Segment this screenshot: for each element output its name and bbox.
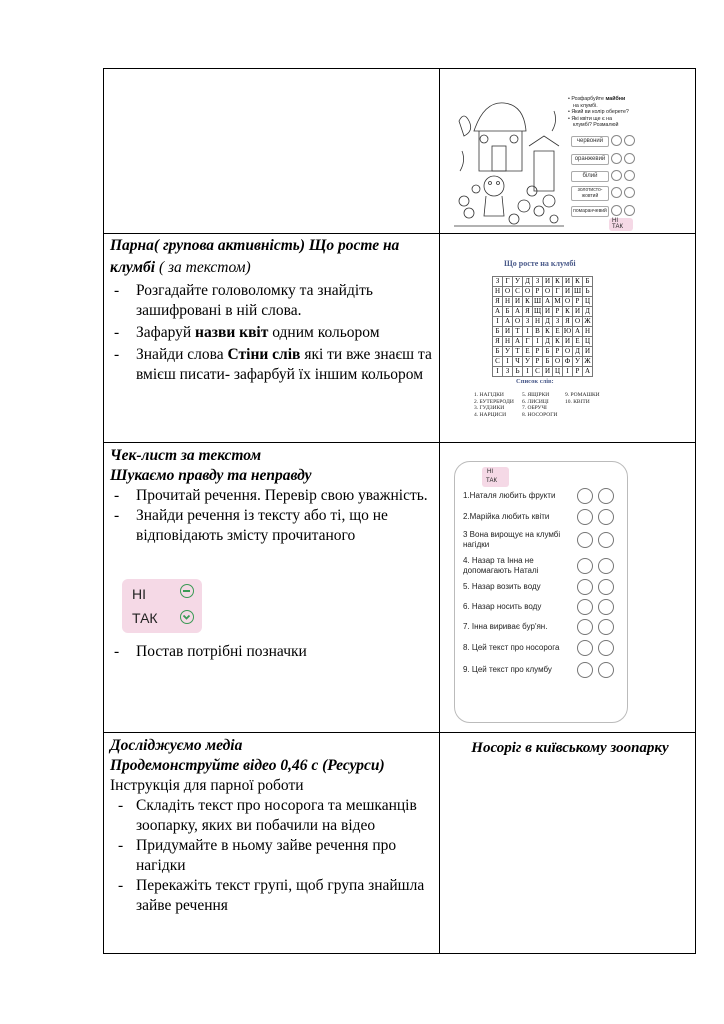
grid-cell[interactable]: І (523, 327, 533, 337)
grid-cell[interactable]: К (543, 327, 553, 337)
grid-cell[interactable]: Б (543, 347, 553, 357)
grid-cell[interactable]: Д (523, 277, 533, 287)
grid-cell[interactable]: Б (493, 327, 503, 337)
grid-cell[interactable]: Ч (513, 357, 523, 367)
grid-cell[interactable]: Д (583, 307, 593, 317)
checklist-statement: 1.Наталя любить фрукти (463, 491, 556, 500)
grid-cell[interactable]: У (503, 347, 513, 357)
grid-cell[interactable]: Р (533, 287, 543, 297)
word-list-col: 9. РОМАШКИ 10. КВІТИ (565, 392, 600, 405)
grid-cell[interactable]: С (533, 367, 543, 377)
grid-cell[interactable]: Р (573, 297, 583, 307)
mini-legend: НІ ТАК (609, 218, 633, 231)
grid-cell[interactable]: Г (553, 287, 563, 297)
grid-cell[interactable]: З (553, 317, 563, 327)
color-label: червоний (571, 136, 609, 147)
media-title: Досліджуємо медіа (110, 737, 243, 754)
checklist-statement: 6. Назар носить воду (463, 602, 542, 611)
grid-cell[interactable]: И (513, 297, 523, 307)
grid-cell[interactable]: Н (493, 287, 503, 297)
grid-cell[interactable]: К (563, 307, 573, 317)
grid-row (493, 337, 593, 347)
grid-cell[interactable]: Я (523, 307, 533, 317)
grid-cell[interactable]: Ь (513, 367, 523, 377)
grid-cell[interactable]: А (513, 307, 523, 317)
column-divider (439, 69, 440, 953)
grid-cell[interactable]: Г (523, 337, 533, 347)
word-list-title: Список слів: (516, 378, 554, 385)
grid-cell[interactable]: З (533, 277, 543, 287)
grid-cell[interactable]: І (533, 337, 543, 347)
grid-cell[interactable]: Я (563, 317, 573, 327)
grid-cell[interactable]: Ю (563, 327, 572, 335)
checklist-statement: 7. Інна вириває бур'ян. (463, 622, 548, 631)
grid-cell[interactable]: Е (573, 337, 583, 347)
checklist-card (454, 461, 628, 723)
grid-cell[interactable]: І (503, 357, 513, 367)
grid-cell[interactable]: І (493, 317, 503, 327)
grid-cell[interactable]: И (503, 327, 513, 337)
instruction-item: - Складіть текст про носорога та мешканців зоопарку, яких ви побачили на відео (110, 796, 432, 836)
grid-cell[interactable]: Е (553, 327, 563, 337)
grid-cell[interactable]: О (553, 357, 563, 367)
grid-cell[interactable]: Н (533, 317, 543, 327)
grid-cell[interactable]: Е (523, 347, 533, 357)
media-cell (110, 736, 432, 916)
checklist-statement: 9. Цей текст про клумбу (463, 665, 552, 674)
checklist-statement: 3 Вона вирощує на клумбі нагідки (463, 530, 561, 549)
media-subtitle: Продемонструйте відео 0,46 с (Ресурси) (110, 757, 385, 774)
instruction-item: - Придумайте в ньому зайве речення про нагідки (110, 836, 432, 876)
word-search-grid (492, 276, 593, 377)
answer-circle[interactable] (598, 488, 614, 504)
grid-cell[interactable]: Щ (533, 307, 542, 315)
checkmark-icon (180, 610, 194, 624)
mini-legend: НІ ТАК (482, 467, 509, 487)
grid-cell[interactable]: И (583, 347, 593, 357)
grid-cell[interactable]: О (503, 287, 513, 297)
checklist-statement: 2.Марійка любить квіти (463, 512, 550, 521)
grid-row (493, 297, 593, 307)
grid-cell[interactable]: М (554, 297, 561, 305)
grid-cell[interactable]: З (523, 317, 533, 327)
color-label: помаранчевий (571, 206, 609, 217)
grid-cell[interactable]: А (513, 337, 523, 347)
puzzle-title: Що росте на клумбі (504, 259, 576, 268)
instruction-item: - Розгадайте головоломку та знайдіть зашифровані в ній слова. (110, 281, 432, 321)
color-label: білий (571, 171, 609, 182)
coloring-page-image (454, 91, 639, 231)
grid-cell[interactable]: У (573, 357, 583, 367)
answer-circle[interactable] (577, 488, 593, 504)
answer-circle[interactable] (624, 187, 635, 198)
answer-circle[interactable] (598, 532, 614, 548)
color-label: золотисто-жовтий (571, 186, 609, 201)
grid-cell[interactable]: Н (583, 327, 593, 337)
grid-cell[interactable]: О (563, 297, 573, 307)
answer-circle[interactable] (577, 640, 593, 656)
grid-row (493, 317, 593, 327)
minus-icon (180, 584, 194, 598)
grid-cell[interactable]: Р (573, 367, 583, 377)
grid-row (493, 357, 593, 367)
grid-cell[interactable]: Д (543, 337, 553, 347)
grid-cell[interactable]: О (563, 347, 573, 357)
grid-cell[interactable]: И (573, 307, 583, 317)
coloring-instructions: • Розфарбуйте майбни на клумбі. • Який ви колір оберете? • Які квіти ще є на клумбі? Розмалюй (568, 96, 629, 128)
grid-cell[interactable]: Б (503, 307, 513, 317)
grid-cell[interactable]: С (513, 287, 523, 297)
grid-cell[interactable]: Р (533, 347, 543, 357)
grid-cell[interactable]: И (563, 287, 573, 297)
grid-cell[interactable]: Ф (563, 357, 573, 367)
answer-circle[interactable] (577, 662, 593, 678)
answer-circle[interactable] (577, 579, 593, 595)
answer-circle[interactable] (598, 619, 614, 635)
instruction-heading: Інструкція для парної роботи (110, 777, 304, 794)
flower-garden-drawing (454, 91, 564, 231)
grid-row (493, 307, 593, 317)
grid-cell[interactable]: Р (553, 307, 563, 317)
grid-cell[interactable]: А (493, 307, 503, 317)
grid-cell[interactable]: Ш (533, 297, 542, 305)
answer-circle[interactable] (598, 640, 614, 656)
grid-cell[interactable]: И (543, 277, 553, 287)
pair-activity-cell (110, 235, 432, 385)
grid-cell[interactable]: І (523, 367, 533, 377)
answer-circle[interactable] (598, 509, 614, 525)
grid-cell[interactable]: Ж (584, 317, 591, 325)
grid-cell[interactable]: Н (503, 297, 513, 307)
grid-cell[interactable]: О (513, 317, 523, 327)
instruction-item: - Знайди слова Стіни слів які ти вже знаєш та вмієш писати- зафарбуй їх іншим кольором (110, 345, 432, 385)
grid-cell[interactable]: И (563, 337, 573, 347)
answer-circle[interactable] (577, 619, 593, 635)
checklist-statement: 5. Назар возить воду (463, 582, 541, 591)
word-list-col: 5. ЯЩІРКИ 6. ЛИСИЦІ 7. ОБРУЧІ 8. НОСОРОГИ (522, 392, 558, 418)
yes-no-legend (122, 579, 202, 633)
answer-circle[interactable] (624, 135, 635, 146)
answer-circle[interactable] (624, 153, 635, 164)
grid-cell[interactable]: Ц (583, 297, 593, 307)
answer-circle[interactable] (611, 135, 622, 146)
grid-cell[interactable]: Я (493, 297, 503, 307)
grid-cell[interactable]: Ц (553, 367, 563, 377)
instruction-item: - Перекажіть текст групі, щоб група знайшла зайве речення (110, 876, 432, 916)
answer-circle[interactable] (611, 205, 622, 216)
answer-circle[interactable] (577, 599, 593, 615)
grid-cell[interactable]: З (493, 277, 503, 287)
lesson-table (103, 68, 696, 954)
grid-cell[interactable]: И (543, 367, 553, 377)
answer-circle[interactable] (611, 153, 622, 164)
answer-circle[interactable] (598, 579, 614, 595)
rhino-video-title: Носоріг в київському зоопарку (471, 740, 669, 756)
grid-cell[interactable]: Ь (583, 287, 593, 297)
grid-cell[interactable]: З (503, 367, 513, 377)
grid-cell[interactable]: Ш (573, 287, 582, 295)
grid-cell[interactable]: І (563, 367, 573, 377)
grid-cell[interactable]: Б (493, 347, 503, 357)
grid-cell[interactable]: О (573, 317, 583, 327)
grid-cell[interactable]: О (543, 287, 553, 297)
answer-circle[interactable] (598, 662, 614, 678)
grid-cell[interactable]: Н (503, 337, 513, 347)
grid-cell[interactable]: І (493, 367, 503, 377)
checklist-statement: 8. Цей текст про носорога (463, 643, 560, 652)
grid-cell[interactable]: Б (543, 357, 553, 367)
pair-activity-title: Парна( групова активність) Що росте на клумбі ( за текстом) (110, 237, 400, 276)
color-label: оранжевий (571, 154, 609, 165)
answer-circle[interactable] (598, 599, 614, 615)
instruction-item: - Зафаруй назви квіт одним кольором (110, 323, 432, 343)
grid-cell[interactable]: К (523, 297, 533, 307)
checklist-subtitle: Шукаємо правду та неправду (110, 467, 312, 484)
grid-cell[interactable]: Я (493, 337, 503, 347)
grid-cell[interactable]: А (503, 317, 513, 327)
grid-row (493, 277, 593, 287)
grid-cell[interactable]: И (563, 277, 573, 287)
grid-cell[interactable]: Р (553, 347, 563, 357)
row-divider (104, 732, 695, 733)
row-divider (104, 233, 695, 234)
checklist-title: Чек-лист за текстом (110, 447, 262, 464)
grid-row (493, 367, 593, 377)
grid-cell[interactable]: И (543, 307, 553, 317)
grid-cell[interactable]: Ц (583, 337, 593, 347)
grid-cell[interactable]: О (523, 287, 533, 297)
grid-cell[interactable]: К (573, 277, 583, 287)
legend-yes: ТАК (132, 610, 158, 626)
answer-circle[interactable] (577, 532, 593, 548)
word-list-col: 1. НАГІДКИ 2. БУТЕРБРОДИ 3. ГУДЗИКИ 4. НАРЦИСИ (474, 392, 514, 418)
grid-cell[interactable]: У (513, 277, 523, 287)
answer-circle[interactable] (598, 558, 614, 574)
instruction-item: - Прочитай речення. Перевір свою уважність. (110, 486, 432, 506)
grid-cell[interactable]: С (493, 357, 503, 367)
grid-cell[interactable]: В (533, 327, 543, 337)
grid-cell[interactable]: У (523, 357, 533, 367)
grid-cell[interactable]: К (553, 277, 563, 287)
grid-row (493, 287, 593, 297)
grid-cell[interactable]: Г (503, 277, 513, 287)
answer-circle[interactable] (577, 509, 593, 525)
instruction-item: - Постав потрібні позначки (110, 642, 458, 662)
grid-cell[interactable]: Ж (584, 357, 591, 365)
checklist-statement: 4. Назар та Інна не допомагають Наталі (463, 556, 539, 575)
answer-circle[interactable] (624, 170, 635, 181)
grid-cell[interactable]: А (583, 367, 593, 377)
grid-cell[interactable]: К (553, 337, 563, 347)
grid-cell[interactable]: А (543, 297, 553, 307)
grid-cell[interactable]: Т (513, 347, 523, 357)
grid-cell[interactable]: Д (573, 347, 583, 357)
legend-no: НІ (132, 586, 146, 602)
answer-circle[interactable] (577, 558, 593, 574)
grid-cell[interactable]: Д (543, 317, 553, 327)
row-divider (104, 442, 695, 443)
grid-row (493, 327, 593, 337)
instruction-item: - Знайди речення із тексту або ті, що не відповідають змісту прочитаного (110, 506, 432, 546)
grid-cell[interactable]: Р (533, 357, 543, 367)
grid-cell[interactable]: А (573, 327, 583, 337)
grid-row (493, 347, 593, 357)
grid-cell[interactable]: Б (583, 277, 593, 287)
answer-circle[interactable] (611, 187, 622, 198)
grid-cell[interactable]: Т (513, 327, 523, 337)
answer-circle[interactable] (611, 170, 622, 181)
answer-circle[interactable] (624, 205, 635, 216)
